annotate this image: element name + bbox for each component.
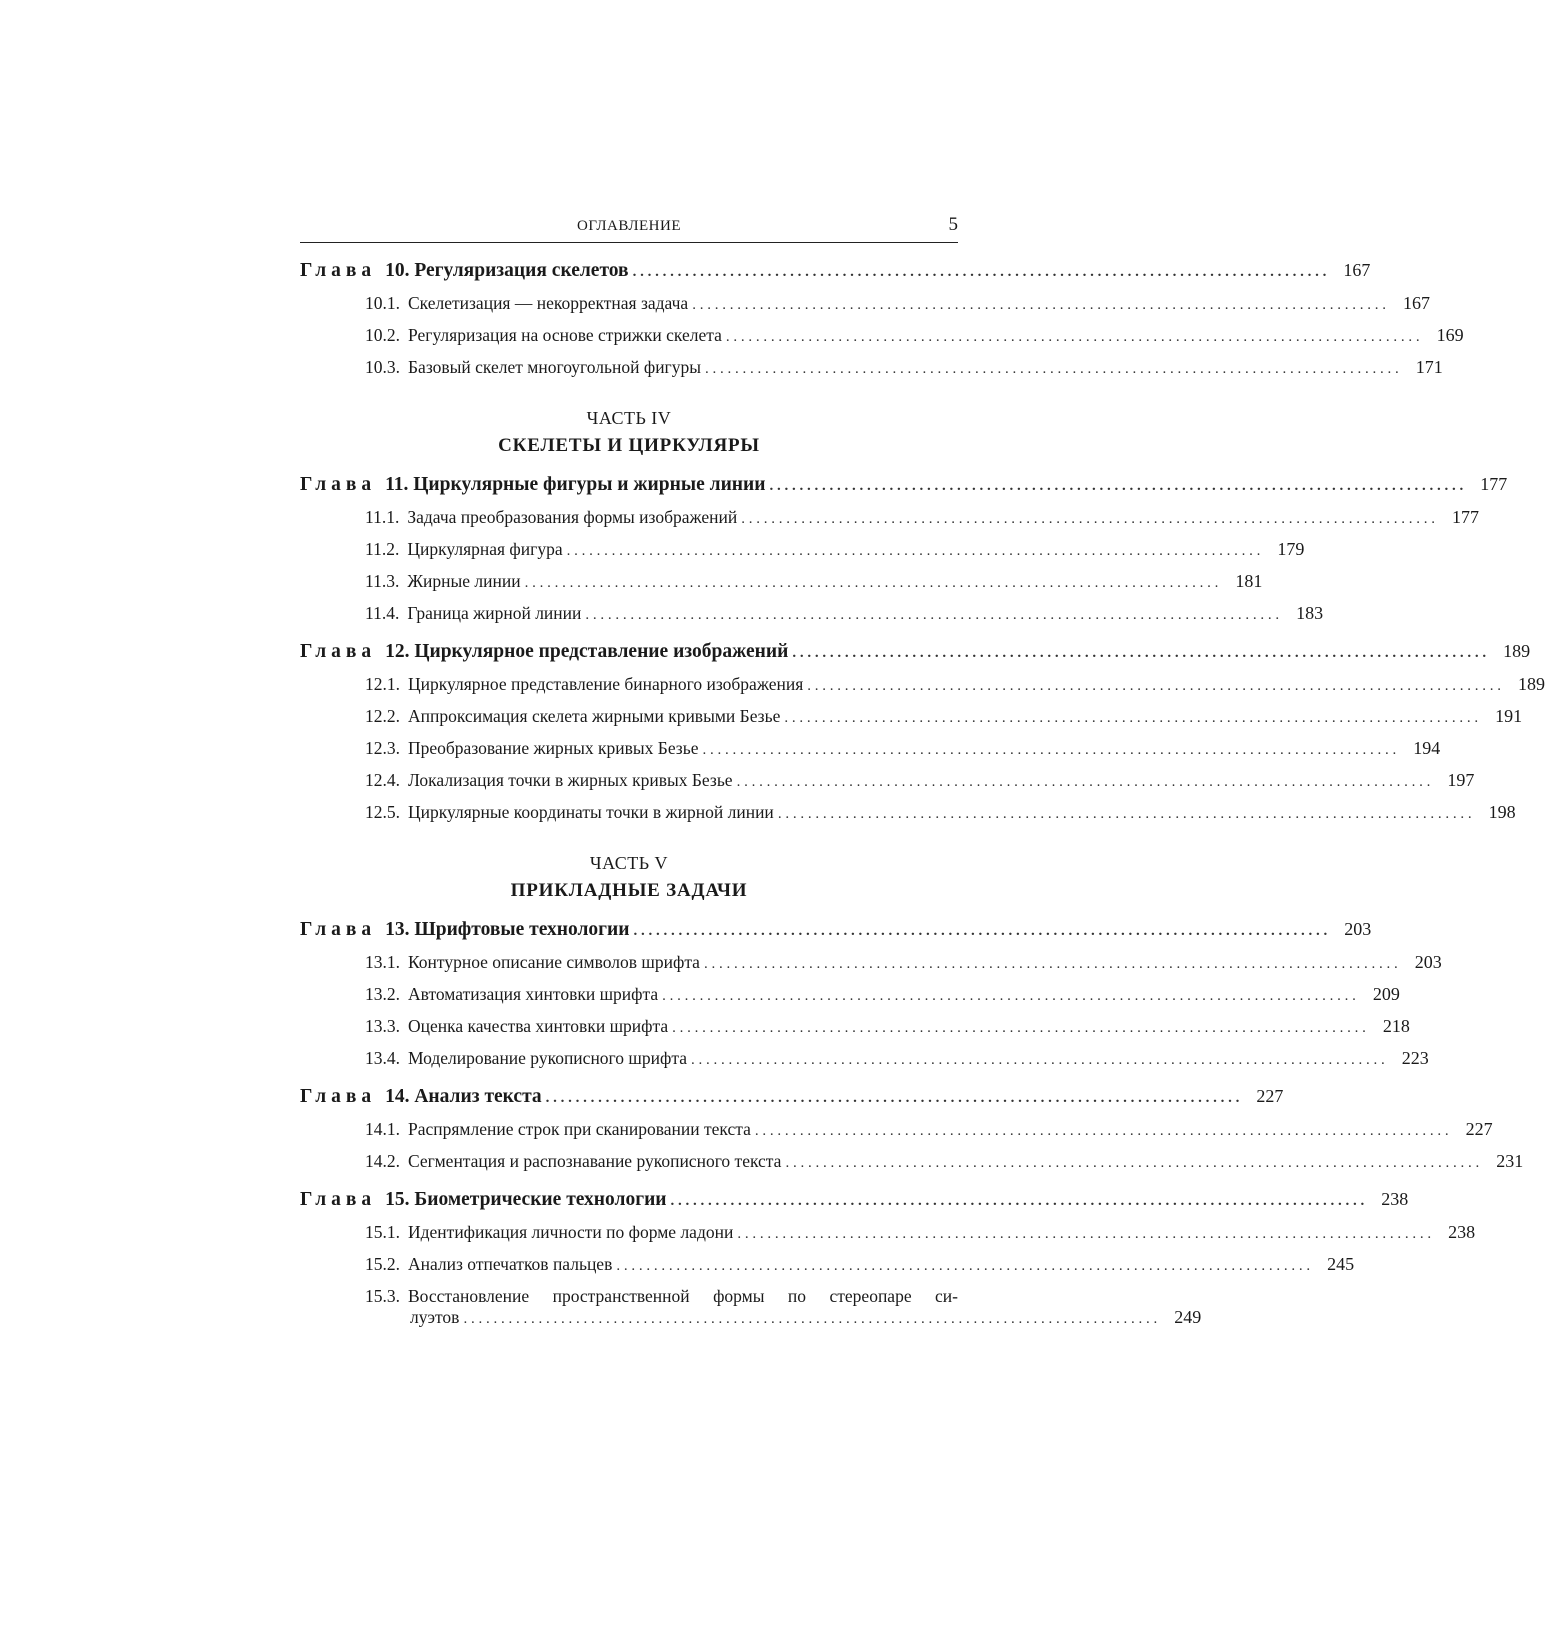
toc-section[interactable] xyxy=(300,507,1479,528)
dot-leader xyxy=(546,1090,1240,1107)
section-title-line1: Восстановление пространственной формы по стереопаре си- xyxy=(408,1286,958,1306)
toc-section[interactable] xyxy=(300,1048,1429,1069)
toc-section[interactable] xyxy=(300,1286,1202,1328)
dot-leader xyxy=(692,297,1386,314)
chapter-prefix: Глава xyxy=(300,1086,377,1107)
toc-section[interactable] xyxy=(300,770,1475,791)
section-title: Регуляризация на основе стрижки скелета xyxy=(408,325,722,345)
toc-section[interactable] xyxy=(300,706,1523,727)
dot-leader xyxy=(737,1226,1431,1243)
section-title: Оценка качества хинтовки шрифта xyxy=(408,1016,669,1036)
toc-section[interactable] xyxy=(300,1254,1355,1275)
part-heading xyxy=(300,408,958,457)
dot-leader xyxy=(726,329,1420,346)
toc-page xyxy=(300,214,1545,1328)
dot-leader xyxy=(778,806,1472,823)
toc-section[interactable] xyxy=(300,1016,1410,1037)
section-number: 10.2. xyxy=(365,325,400,345)
section-page: 179 xyxy=(1277,539,1305,559)
toc-chapter[interactable] xyxy=(300,474,1508,496)
chapter-page: 189 xyxy=(1503,641,1531,661)
section-page: 231 xyxy=(1496,1151,1524,1171)
dot-leader xyxy=(463,1311,1157,1328)
section-title: Анализ отпечатков пальцев xyxy=(408,1254,613,1274)
dot-leader xyxy=(792,645,1486,662)
dot-leader xyxy=(585,607,1279,624)
section-title: Аппроксимация скелета жирными кривыми Безье xyxy=(408,706,781,726)
section-page: 167 xyxy=(1402,293,1430,313)
chapter-page: 177 xyxy=(1480,474,1508,494)
section-title: Циркулярное представление бинарного изображения xyxy=(408,674,804,694)
toc-chapter[interactable] xyxy=(300,641,1531,663)
section-number: 13.3. xyxy=(365,1016,400,1036)
section-number: 15.2. xyxy=(365,1254,400,1274)
section-page: 189 xyxy=(1518,674,1545,694)
section-title: Автоматизация хинтовки шрифта xyxy=(408,984,659,1004)
toc-section[interactable] xyxy=(300,1119,1493,1140)
section-page: 198 xyxy=(1488,802,1516,822)
toc-chapter[interactable] xyxy=(300,919,1372,941)
toc-section[interactable] xyxy=(300,1222,1476,1243)
section-page: 181 xyxy=(1235,571,1263,591)
dot-leader xyxy=(755,1123,1449,1140)
chapter-title: 13. Шрифтовые технологии xyxy=(385,919,630,940)
chapter-prefix: Глава xyxy=(300,260,377,281)
chapter-prefix: Глава xyxy=(300,641,377,662)
toc-section[interactable] xyxy=(300,603,1324,624)
section-page: 209 xyxy=(1372,984,1400,1004)
chapter-title: 12. Циркулярное представление изображений xyxy=(385,641,789,662)
section-title: Скелетизация — некорректная задача xyxy=(408,293,689,313)
section-page: 245 xyxy=(1327,1254,1355,1274)
section-page: 171 xyxy=(1415,357,1443,377)
section-number: 12.2. xyxy=(365,706,400,726)
section-title: Циркулярная фигура xyxy=(407,539,563,559)
section-number: 12.3. xyxy=(365,738,400,758)
part-label: ЧАСТЬ V xyxy=(589,853,669,873)
dot-leader xyxy=(770,478,1464,495)
toc-section[interactable] xyxy=(300,952,1442,973)
running-title: ОГЛАВЛЕНИЕ xyxy=(577,218,681,234)
section-number: 13.4. xyxy=(365,1048,400,1068)
section-page: 169 xyxy=(1436,325,1464,345)
chapter-page: 167 xyxy=(1343,260,1371,280)
section-title: Идентификация личности по форме ладони xyxy=(408,1222,734,1242)
toc-chapter[interactable] xyxy=(300,260,1371,282)
toc-section[interactable] xyxy=(300,802,1516,823)
section-title-line2: луэтов xyxy=(410,1307,460,1327)
part-title: ПРИКЛАДНЫЕ ЗАДАЧИ xyxy=(510,880,748,901)
dot-leader xyxy=(785,1155,1479,1172)
toc-section[interactable] xyxy=(300,539,1305,560)
section-number: 12.4. xyxy=(365,770,400,790)
section-page: 238 xyxy=(1448,1222,1476,1242)
dot-leader xyxy=(807,678,1501,695)
section-title: Задача преобразования формы изображений xyxy=(407,507,738,527)
chapter-title: 11. Циркулярные фигуры и жирные линии xyxy=(385,474,766,495)
section-number: 10.3. xyxy=(365,357,400,377)
toc-chapter[interactable] xyxy=(300,1189,1409,1211)
section-title: Контурное описание символов шрифта xyxy=(408,952,700,972)
section-page: 203 xyxy=(1414,952,1442,972)
dot-leader xyxy=(705,361,1399,378)
section-title: Жирные линии xyxy=(407,571,521,591)
toc-section[interactable] xyxy=(300,325,1464,346)
section-page: 197 xyxy=(1447,770,1475,790)
toc-section[interactable] xyxy=(300,571,1263,592)
section-number: 13.1. xyxy=(365,952,400,972)
chapter-page: 227 xyxy=(1256,1086,1284,1106)
section-number: 12.1. xyxy=(365,674,400,694)
dot-leader xyxy=(567,543,1261,560)
dot-leader xyxy=(634,923,1328,940)
dot-leader xyxy=(702,742,1396,759)
dot-leader xyxy=(672,1020,1366,1037)
dot-leader xyxy=(662,988,1356,1005)
section-title: Распрямление строк при сканировании текста xyxy=(408,1119,751,1139)
section-number: 10.1. xyxy=(365,293,400,313)
section-number: 11.4. xyxy=(365,603,400,623)
section-page: 194 xyxy=(1413,738,1441,758)
part-label: ЧАСТЬ IV xyxy=(586,408,672,428)
dot-leader xyxy=(671,1193,1365,1210)
running-head xyxy=(300,216,958,243)
section-page: 223 xyxy=(1401,1048,1429,1068)
toc-section[interactable] xyxy=(300,984,1400,1005)
section-title: Базовый скелет многоугольной фигуры xyxy=(408,357,701,377)
section-number: 15.3. xyxy=(365,1286,400,1306)
section-title: Граница жирной линии xyxy=(407,603,582,623)
section-number: 14.1. xyxy=(365,1119,400,1139)
chapter-prefix: Глава xyxy=(300,474,377,495)
dot-leader xyxy=(633,264,1327,281)
chapter-prefix: Глава xyxy=(300,1189,377,1210)
toc-section[interactable] xyxy=(300,357,1443,378)
dot-leader xyxy=(737,774,1431,791)
chapter-prefix: Глава xyxy=(300,919,377,940)
section-page: 183 xyxy=(1296,603,1324,623)
chapter-title: 15. Биометрические технологии xyxy=(385,1189,667,1210)
section-page: 218 xyxy=(1382,1016,1410,1036)
section-title: Локализация точки в жирных кривых Безье xyxy=(408,770,733,790)
dot-leader xyxy=(525,575,1219,592)
part-heading xyxy=(300,853,958,902)
section-title: Циркулярные координаты точки в жирной линии xyxy=(408,802,774,822)
toc-chapter[interactable] xyxy=(300,1086,1284,1108)
page-number: 5 xyxy=(948,214,958,235)
section-page: 249 xyxy=(1174,1307,1202,1327)
chapter-title: 14. Анализ текста xyxy=(385,1086,542,1107)
section-number: 11.3. xyxy=(365,571,400,591)
section-page: 191 xyxy=(1495,706,1523,726)
section-number: 12.5. xyxy=(365,802,400,822)
section-number: 15.1. xyxy=(365,1222,400,1242)
part-title: СКЕЛЕТЫ И ЦИРКУЛЯРЫ xyxy=(498,435,760,456)
section-title: Сегментация и распознавание рукописного текста xyxy=(408,1151,782,1171)
section-number: 13.2. xyxy=(365,984,400,1004)
toc-section[interactable] xyxy=(300,1151,1524,1172)
dot-leader xyxy=(741,511,1435,528)
dot-leader xyxy=(784,710,1478,727)
toc-section[interactable] xyxy=(300,738,1441,759)
toc-section[interactable] xyxy=(300,293,1430,314)
section-title: Моделирование рукописного шрифта xyxy=(408,1048,687,1068)
section-number: 14.2. xyxy=(365,1151,400,1171)
section-number: 11.2. xyxy=(365,539,400,559)
toc-section[interactable] xyxy=(300,674,1545,695)
chapter-page: 238 xyxy=(1381,1189,1409,1209)
section-title: Преобразование жирных кривых Безье xyxy=(408,738,699,758)
dot-leader xyxy=(704,956,1398,973)
chapter-title: 10. Регуляризация скелетов xyxy=(385,260,629,281)
section-page: 177 xyxy=(1451,507,1479,527)
chapter-page: 203 xyxy=(1344,919,1372,939)
section-page: 227 xyxy=(1465,1119,1493,1139)
dot-leader xyxy=(691,1052,1385,1069)
dot-leader xyxy=(616,1258,1310,1275)
section-number: 11.1. xyxy=(365,507,400,527)
